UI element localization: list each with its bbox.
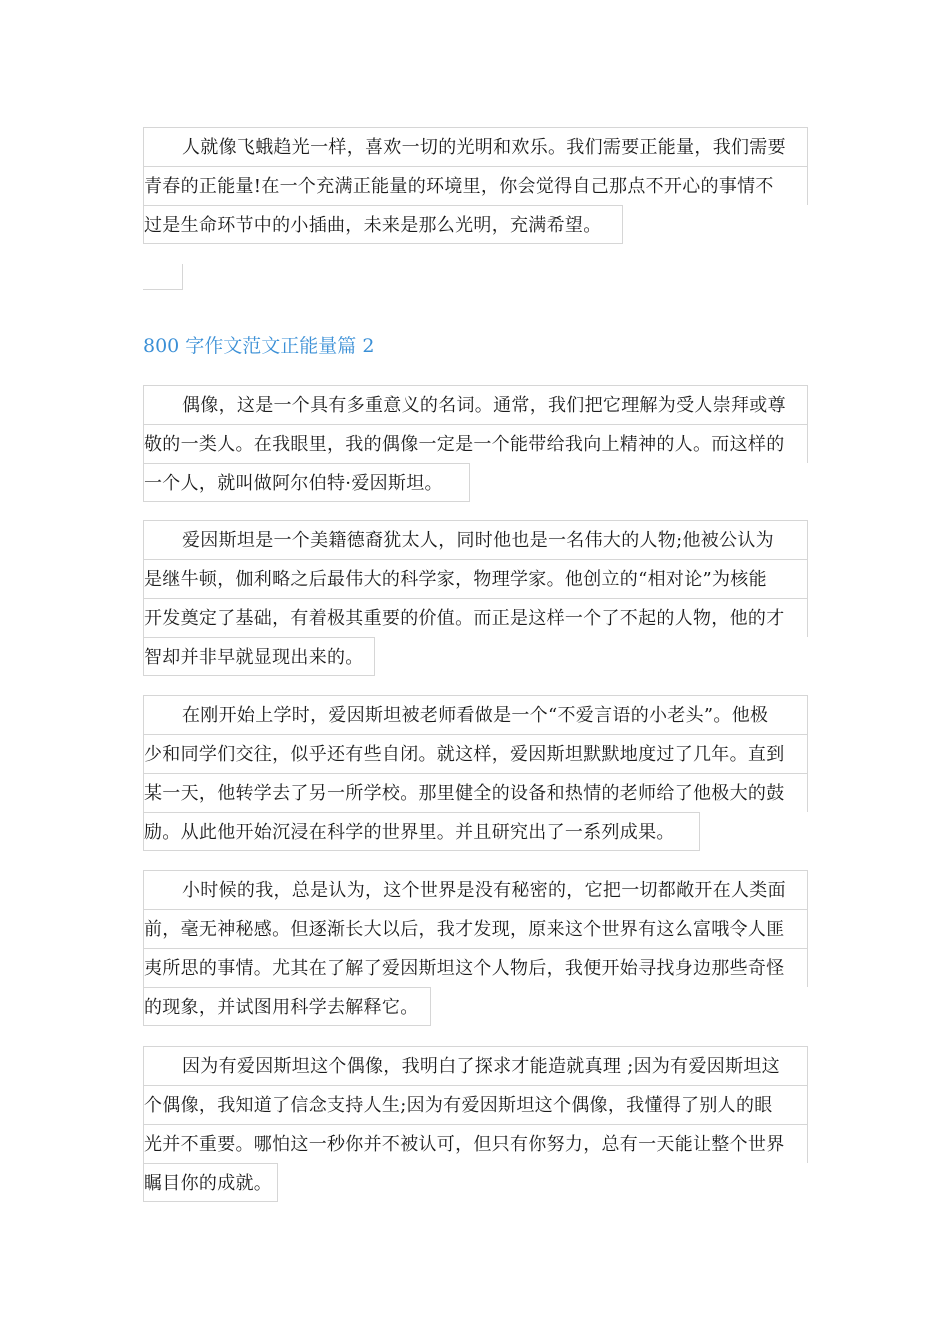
paragraph-school — [143, 695, 808, 851]
paragraph-line: 夷所思的事情。尤其在了解了爱因斯坦这个人物后，我便开始寻找身边那些奇怪 — [143, 948, 808, 987]
paragraph-childhood — [143, 870, 808, 1026]
section-heading: 800 字作文范文正能量篇 2 — [143, 335, 375, 357]
paragraph-line: 前，毫无神秘感。但逐渐长大以后，我才发现，原来这个世界有这么富哦令人匪 — [143, 909, 808, 948]
paragraph-line: 因为有爱因斯坦这个偶像，我明白了探求才能造就真理 ;因为有爱因斯坦这 — [143, 1046, 808, 1085]
paragraph-line: 小时候的我，总是认为，这个世界是没有秘密的，它把一切都敞开在人类面 — [143, 870, 808, 909]
paragraph-idol — [143, 385, 808, 502]
paragraph-line: 个偶像，我知道了信念支持人生;因为有爱因斯坦这个偶像，我懂得了别人的眼 — [143, 1085, 808, 1124]
paragraph-line: 开发奠定了基础，有着极其重要的价值。而正是这样一个了不起的人物，他的才 — [143, 598, 808, 637]
paragraph-conclusion — [143, 1046, 808, 1202]
paragraph-line: 过是生命环节中的小插曲，未来是那么光明，充满希望。 — [143, 205, 623, 244]
paragraph-line: 少和同学们交往，似乎还有些自闭。就这样，爱因斯坦默默地度过了几年。直到 — [143, 734, 808, 773]
paragraph-line: 敬的一类人。在我眼里，我的偶像一定是一个能带给我向上精神的人。而这样的 — [143, 424, 808, 463]
paragraph-line: 瞩目你的成就。 — [143, 1163, 278, 1202]
paragraph-line: 人就像飞蛾趋光一样，喜欢一切的光明和欢乐。我们需要正能量，我们需要 — [143, 127, 808, 166]
paragraph-line: 的现象，并试图用科学去解释它。 — [143, 987, 431, 1026]
empty-line-box — [143, 264, 183, 290]
intro-paragraph — [143, 127, 808, 244]
paragraph-line: 智却并非早就显现出来的。 — [143, 637, 375, 676]
paragraph-line: 一个人，就叫做阿尔伯特·爱因斯坦。 — [143, 463, 470, 502]
paragraph-line: 在刚开始上学时，爱因斯坦被老师看做是一个“不爱言语的小老头”。他极 — [143, 695, 808, 734]
paragraph-line: 偶像，这是一个具有多重意义的名词。通常，我们把它理解为受人崇拜或尊 — [143, 385, 808, 424]
paragraph-einstein-intro — [143, 520, 808, 676]
paragraph-line: 是继牛顿，伽利略之后最伟大的科学家，物理学家。他创立的“相对论”为核能 — [143, 559, 808, 598]
paragraph-line: 励。从此他开始沉浸在科学的世界里。并且研究出了一系列成果。 — [143, 812, 700, 851]
paragraph-line: 青春的正能量!在一个充满正能量的环境里，你会觉得自己那点不开心的事情不 — [143, 166, 808, 205]
paragraph-line: 光并不重要。哪怕这一秒你并不被认可，但只有你努力，总有一天能让整个世界 — [143, 1124, 808, 1163]
paragraph-line: 某一天，他转学去了另一所学校。那里健全的设备和热情的老师给了他极大的鼓 — [143, 773, 808, 812]
paragraph-line: 爱因斯坦是一个美籍德裔犹太人，同时他也是一名伟大的人物;他被公认为 — [143, 520, 808, 559]
